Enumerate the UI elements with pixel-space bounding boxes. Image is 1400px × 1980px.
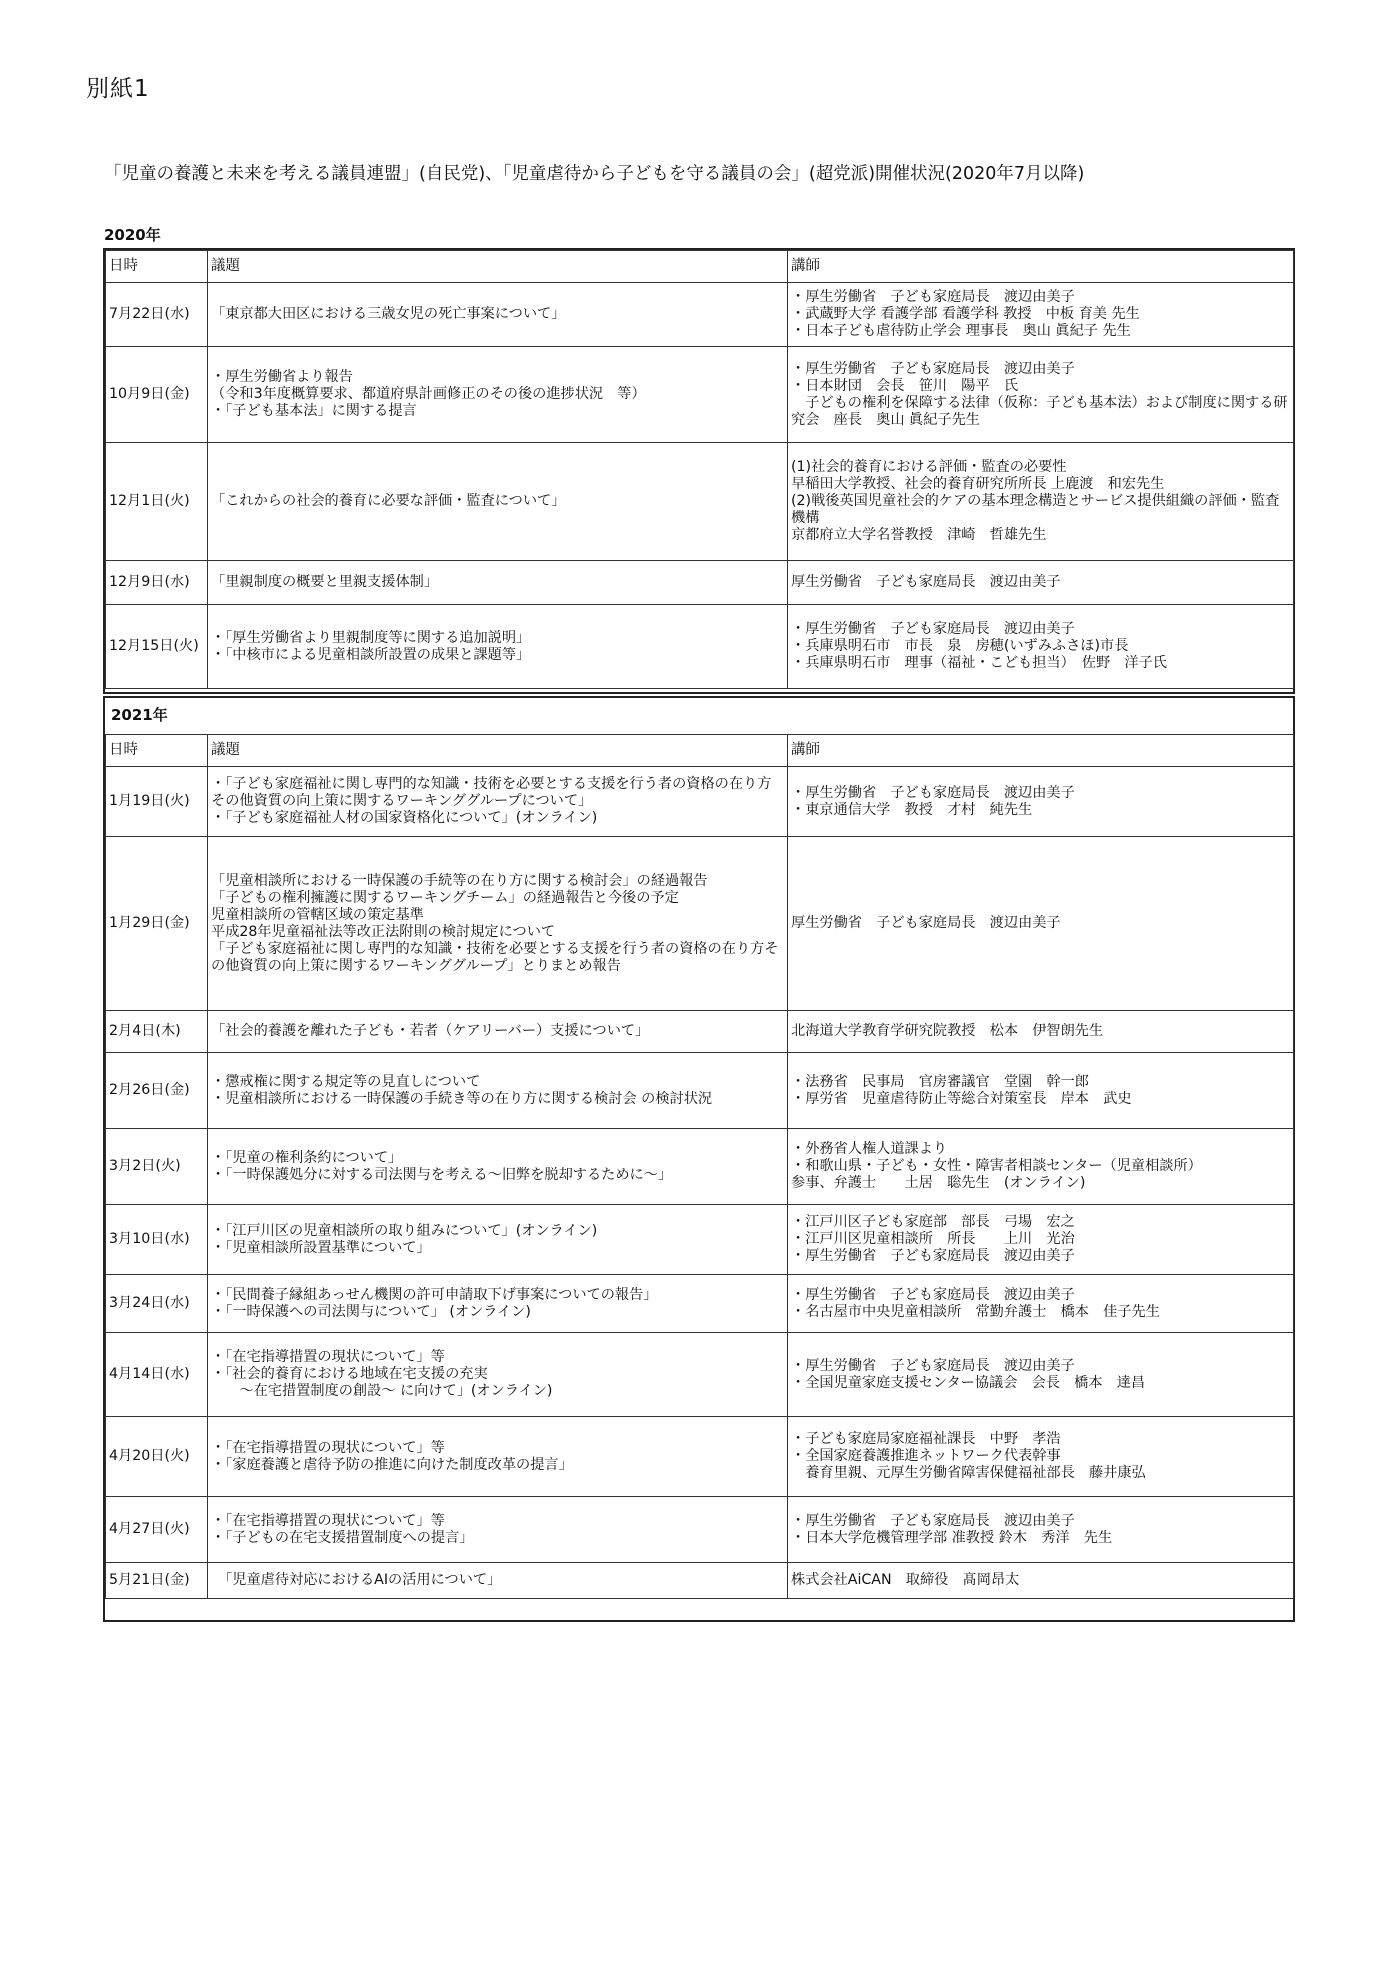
table-row bbox=[106, 837, 1294, 1011]
row-speakers: ・厚生労働省 子ども家庭局長 渡辺由美子 ・兵庫県明石市 市長 泉 房穂(いずみふさほ)市長 ・兵庫県明石市 理事（福祉・こども担当） 佐野 洋子氏 bbox=[788, 605, 1294, 689]
row-date: 5月21日(金) bbox=[106, 1563, 208, 1599]
table-row bbox=[106, 767, 1294, 837]
row-date: 12月9日(水) bbox=[106, 561, 208, 605]
row-topic: 「社会的養護を離れた子ども・若者（ケアリーバー）支援について」 bbox=[208, 1011, 788, 1053]
row-date: 3月2日(火) bbox=[106, 1129, 208, 1205]
row-date: 2月4日(木) bbox=[106, 1011, 208, 1053]
year-label-2021: 2021年 bbox=[111, 706, 168, 724]
meeting-table-2021 bbox=[105, 734, 1294, 1599]
row-date: 4月27日(火) bbox=[106, 1497, 208, 1563]
header-date: 日時 bbox=[106, 735, 208, 767]
section-2020 bbox=[103, 248, 1295, 694]
row-topic: ・厚生労働省より報告 （令和3年度概算要求、都道府県計画修正のその後の進捗状況 等） ・「子ども基本法」に関する提言 bbox=[208, 347, 788, 443]
header-topic: 議題 bbox=[208, 735, 788, 767]
header-topic: 議題 bbox=[208, 251, 788, 283]
table-row bbox=[106, 1497, 1294, 1563]
row-speakers: ・厚生労働省 子ども家庭局長 渡辺由美子 ・名古屋市中央児童相談所 常勤弁護士 橋本 佳子先生 bbox=[788, 1275, 1294, 1333]
table-row bbox=[106, 1129, 1294, 1205]
header-date: 日時 bbox=[106, 251, 208, 283]
row-speakers: ・子ども家庭局家庭福祉課長 中野 孝浩 ・全国家庭養護推進ネットワーク代表幹事 養育里親、元厚生労働省障害保健福祉部長 藤井康弘 bbox=[788, 1417, 1294, 1497]
row-date: 1月19日(火) bbox=[106, 767, 208, 837]
row-date: 7月22日(水) bbox=[106, 283, 208, 347]
row-topic: 「児童相談所における一時保護の手続等の在り方に関する検討会」の経過報告 「子どもの権利擁護に関するワーキングチーム」の経過報告と今後の予定 児童相談所の管轄区域の策定基準 平成28年児童福祉法等改正法附則の検討規定について 「子ども家庭福祉に関し専門的な知識・技術を必要とする支援を行う者の資格の在り方その他資質の向上策に関するワーキンググループ」とりまとめ報告 bbox=[208, 837, 788, 1011]
header-speaker: 講師 bbox=[788, 251, 1294, 283]
row-speakers: 株式会社AiCAN 取締役 髙岡昂太 bbox=[788, 1563, 1294, 1599]
row-topic: ・「厚生労働省より里親制度等に関する追加説明」 ・「中核市による児童相談所設置の成果と課題等」 bbox=[208, 605, 788, 689]
row-topic: 「里親制度の概要と里親支援体制」 bbox=[208, 561, 788, 605]
row-date: 12月15日(火) bbox=[106, 605, 208, 689]
table-row bbox=[106, 1053, 1294, 1129]
attachment-label: 別紙1 bbox=[86, 76, 150, 102]
table-row bbox=[106, 1563, 1294, 1599]
row-topic: 「東京都大田区における三歳女児の死亡事案について」 bbox=[208, 283, 788, 347]
table-row bbox=[106, 1417, 1294, 1497]
row-topic: ・「民間養子縁組あっせん機関の許可申請取下げ事案についての報告」 ・「一時保護への司法関与について」 (オンライン) bbox=[208, 1275, 788, 1333]
table-row bbox=[106, 561, 1294, 605]
table-row bbox=[106, 283, 1294, 347]
row-topic: ・「子ども家庭福祉に関し専門的な知識・技術を必要とする支援を行う者の資格の在り方その他資質の向上策に関するワーキンググループについて」 ・「子ども家庭福祉人材の国家資格化について」(オンライン) bbox=[208, 767, 788, 837]
section-2021 bbox=[103, 696, 1295, 1622]
row-speakers: ・法務省 民事局 官房審議官 堂園 幹一郎 ・厚労省 児童虐待防止等総合対策室長 岸本 武史 bbox=[788, 1053, 1294, 1129]
row-date: 12月1日(火) bbox=[106, 443, 208, 561]
table-header-row bbox=[106, 735, 1294, 767]
table-row bbox=[106, 347, 1294, 443]
row-speakers: ・江戸川区子ども家庭部 部長 弓場 宏之 ・江戸川区児童相談所 所長 上川 光治 ・厚生労働省 子ども家庭局長 渡辺由美子 bbox=[788, 1205, 1294, 1275]
row-speakers: ・厚生労働省 子ども家庭局長 渡辺由美子 ・東京通信大学 教授 才村 純先生 bbox=[788, 767, 1294, 837]
row-topic: 「児童虐待対応におけるAIの活用について」 bbox=[208, 1563, 788, 1599]
table-header-row bbox=[106, 251, 1294, 283]
row-speakers: 厚生労働省 子ども家庭局長 渡辺由美子 bbox=[788, 561, 1294, 605]
row-speakers: 北海道大学教育学研究院教授 松本 伊智朗先生 bbox=[788, 1011, 1294, 1053]
table-row bbox=[106, 1011, 1294, 1053]
row-speakers: ・厚生労働省 子ども家庭局長 渡辺由美子 ・武蔵野大学 看護学部 看護学科 教授 中板 育美 先生 ・日本子ども虐待防止学会 理事長 奥山 眞紀子 先生 bbox=[788, 283, 1294, 347]
row-topic: ・「児童の権利条約について」 ・「一時保護処分に対する司法関与を考える～旧弊を脱却するために～」 bbox=[208, 1129, 788, 1205]
row-topic: ・「在宅指導措置の現状について」等 ・「社会的養育における地域在宅支援の充実 ～在宅措置制度の創設～ に向けて」(オンライン) bbox=[208, 1333, 788, 1417]
table-row bbox=[106, 443, 1294, 561]
row-speakers: 厚生労働省 子ども家庭局長 渡辺由美子 bbox=[788, 837, 1294, 1011]
row-date: 3月10日(水) bbox=[106, 1205, 208, 1275]
row-speakers: ・外務省人権人道課より ・和歌山県・子ども・女性・障害者相談センター（児童相談所） 参事、弁護士 土居 聡先生 (オンライン) bbox=[788, 1129, 1294, 1205]
row-topic: 「これからの社会的養育に必要な評価・監査について」 bbox=[208, 443, 788, 561]
row-date: 1月29日(金) bbox=[106, 837, 208, 1011]
row-date: 4月14日(水) bbox=[106, 1333, 208, 1417]
row-speakers: ・厚生労働省 子ども家庭局長 渡辺由美子 ・日本財団 会長 笹川 陽平 氏 子どもの権利を保障する法律（仮称：子ども基本法）および制度に関する研究会 座長 奥山 眞紀子先生 bbox=[788, 347, 1294, 443]
row-speakers: (1)社会的養育における評価・監査の必要性 早稲田大学教授、社会的養育研究所所長 上鹿渡 和宏先生 (2)戦後英国児童社会的ケアの基本理念構造とサービス提供組織の評価・監査機構 京都府立大学名誉教授 津崎 哲雄先生 bbox=[788, 443, 1294, 561]
year-label-2020: 2020年 bbox=[104, 226, 161, 244]
row-date: 3月24日(水) bbox=[106, 1275, 208, 1333]
row-speakers: ・厚生労働省 子ども家庭局長 渡辺由美子 ・全国児童家庭支援センター協議会 会長 橋本 達昌 bbox=[788, 1333, 1294, 1417]
row-date: 2月26日(金) bbox=[106, 1053, 208, 1129]
table-row bbox=[106, 605, 1294, 689]
row-topic: ・「在宅指導措置の現状について」等 ・「家庭養護と虐待予防の推進に向けた制度改革の提言」 bbox=[208, 1417, 788, 1497]
meeting-table-2020 bbox=[105, 250, 1294, 689]
row-topic: ・「江戸川区の児童相談所の取り組みについて」(オンライン) ・「児童相談所設置基準について」 bbox=[208, 1205, 788, 1275]
document-title: 「児童の養護と未来を考える議員連盟」(自民党)、「児童虐待から子どもを守る議員の会」(超党派)開催状況(2020年7月以降) bbox=[104, 164, 1085, 184]
header-speaker: 講師 bbox=[788, 735, 1294, 767]
table-row bbox=[106, 1205, 1294, 1275]
table-row bbox=[106, 1333, 1294, 1417]
row-date: 4月20日(火) bbox=[106, 1417, 208, 1497]
row-topic: ・懲戒権に関する規定等の見直しについて ・児童相談所における一時保護の手続き等の在り方に関する検討会 の検討状況 bbox=[208, 1053, 788, 1129]
table-row bbox=[106, 1275, 1294, 1333]
row-speakers: ・厚生労働省 子ども家庭局長 渡辺由美子 ・日本大学危機管理学部 准教授 鈴木 秀洋 先生 bbox=[788, 1497, 1294, 1563]
row-topic: ・「在宅指導措置の現状について」等 ・「子どもの在宅支援措置制度への提言」 bbox=[208, 1497, 788, 1563]
row-date: 10月9日(金) bbox=[106, 347, 208, 443]
